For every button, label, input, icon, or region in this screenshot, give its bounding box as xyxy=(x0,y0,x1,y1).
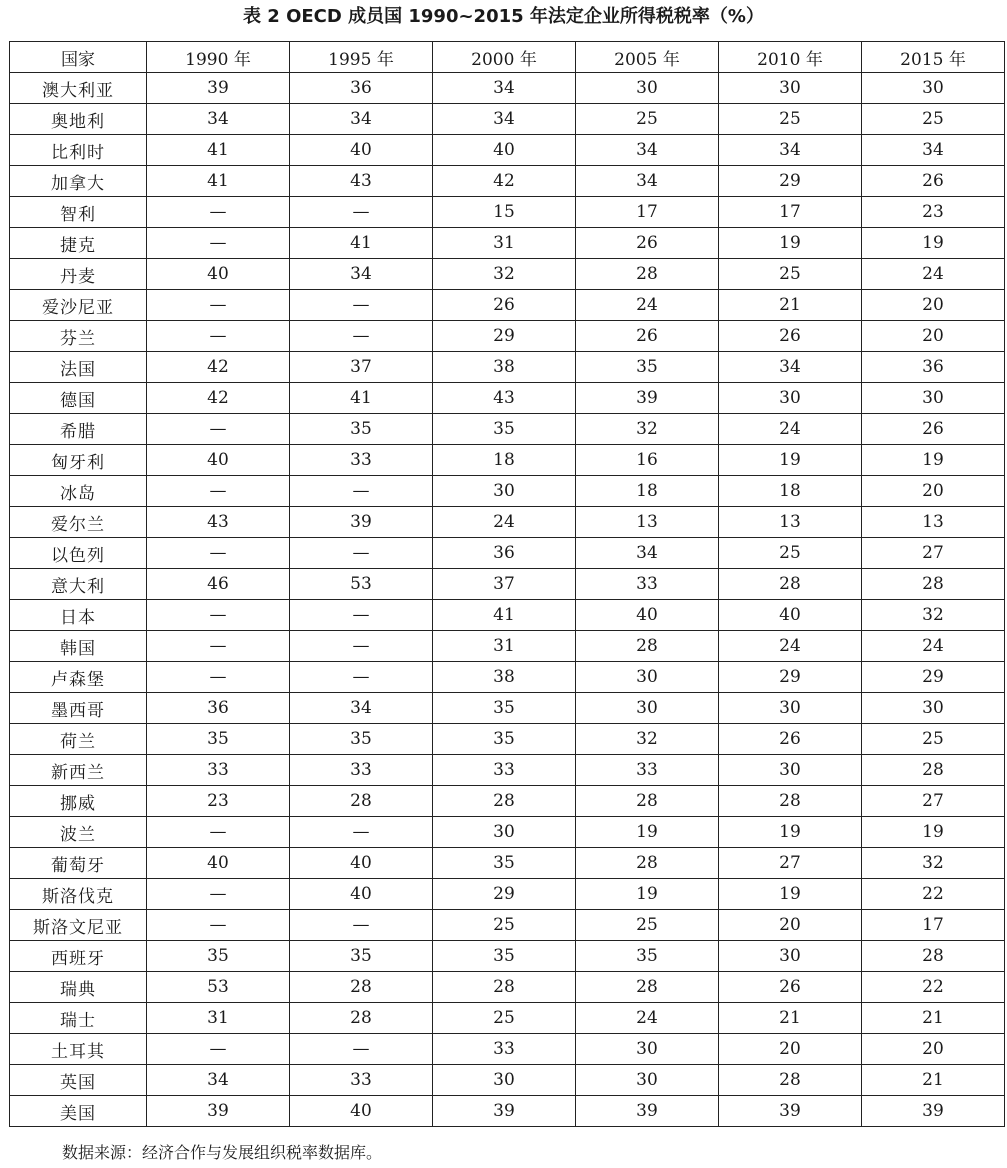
rate-cell: 34 xyxy=(147,104,290,135)
rate-cell: 23 xyxy=(862,197,1005,228)
rate-cell: 24 xyxy=(433,507,576,538)
table-row xyxy=(10,724,1005,755)
rate-cell: — xyxy=(147,290,290,321)
rate-cell: 28 xyxy=(290,1003,433,1034)
country-cell: 爱尔兰 xyxy=(10,507,147,538)
rate-cell: 37 xyxy=(290,352,433,383)
rate-cell: 36 xyxy=(433,538,576,569)
rate-cell: 31 xyxy=(433,228,576,259)
rate-cell: 18 xyxy=(576,476,719,507)
rate-cell: 19 xyxy=(576,879,719,910)
table-row xyxy=(10,693,1005,724)
table-row xyxy=(10,73,1005,104)
rate-cell: 53 xyxy=(290,569,433,600)
country-cell: 捷克 xyxy=(10,228,147,259)
rate-cell: 24 xyxy=(576,290,719,321)
rate-cell: 30 xyxy=(862,383,1005,414)
rate-cell: — xyxy=(147,600,290,631)
rate-cell: — xyxy=(147,631,290,662)
table-row xyxy=(10,1065,1005,1096)
country-cell: 加拿大 xyxy=(10,166,147,197)
rate-cell: 25 xyxy=(862,104,1005,135)
rate-cell: 28 xyxy=(290,972,433,1003)
header-2015: 2015 年 xyxy=(862,42,1005,73)
country-cell: 墨西哥 xyxy=(10,693,147,724)
rate-cell: 24 xyxy=(862,631,1005,662)
rate-cell: 35 xyxy=(433,848,576,879)
table-row xyxy=(10,445,1005,476)
rate-cell: — xyxy=(290,600,433,631)
rate-cell: 30 xyxy=(576,662,719,693)
rate-cell: 37 xyxy=(433,569,576,600)
rate-cell: 40 xyxy=(147,848,290,879)
country-cell: 瑞士 xyxy=(10,1003,147,1034)
rate-cell: 32 xyxy=(862,600,1005,631)
rate-cell: 32 xyxy=(576,414,719,445)
country-cell: 匈牙利 xyxy=(10,445,147,476)
rate-cell: 22 xyxy=(862,879,1005,910)
rate-cell: 28 xyxy=(576,848,719,879)
rate-cell: 26 xyxy=(433,290,576,321)
rate-cell: 31 xyxy=(433,631,576,662)
rate-cell: 43 xyxy=(290,166,433,197)
rate-cell: 17 xyxy=(719,197,862,228)
country-cell: 挪威 xyxy=(10,786,147,817)
table-row xyxy=(10,972,1005,1003)
rate-cell: 22 xyxy=(862,972,1005,1003)
rate-cell: 30 xyxy=(862,693,1005,724)
rate-cell: 19 xyxy=(719,228,862,259)
header-2000: 2000 年 xyxy=(433,42,576,73)
rate-cell: 35 xyxy=(290,941,433,972)
rate-cell: 30 xyxy=(862,73,1005,104)
rate-cell: 35 xyxy=(433,414,576,445)
table-body xyxy=(10,73,1005,1127)
tax-rate-table xyxy=(9,41,1005,1127)
rate-cell: 30 xyxy=(719,73,862,104)
rate-cell: — xyxy=(147,662,290,693)
rate-cell: 16 xyxy=(576,445,719,476)
country-cell: 芬兰 xyxy=(10,321,147,352)
rate-cell: 30 xyxy=(433,1065,576,1096)
rate-cell: 36 xyxy=(862,352,1005,383)
table-row xyxy=(10,135,1005,166)
rate-cell: 28 xyxy=(862,569,1005,600)
country-cell: 美国 xyxy=(10,1096,147,1127)
country-cell: 英国 xyxy=(10,1065,147,1096)
table-row xyxy=(10,1096,1005,1127)
table-row xyxy=(10,1034,1005,1065)
rate-cell: 20 xyxy=(719,910,862,941)
rate-cell: 24 xyxy=(719,414,862,445)
rate-cell: 34 xyxy=(433,104,576,135)
table-row xyxy=(10,910,1005,941)
rate-cell: — xyxy=(147,414,290,445)
table-row xyxy=(10,507,1005,538)
rate-cell: 42 xyxy=(433,166,576,197)
rate-cell: 23 xyxy=(147,786,290,817)
rate-cell: 25 xyxy=(433,910,576,941)
rate-cell: 35 xyxy=(576,941,719,972)
table-title: 表 2 OECD 成员国 1990~2015 年法定企业所得税税率（%） xyxy=(243,6,764,27)
rate-cell: 26 xyxy=(719,972,862,1003)
rate-cell: 30 xyxy=(719,755,862,786)
rate-cell: 40 xyxy=(290,879,433,910)
rate-cell: 30 xyxy=(433,476,576,507)
rate-cell: 21 xyxy=(719,290,862,321)
country-cell: 瑞典 xyxy=(10,972,147,1003)
table-row xyxy=(10,259,1005,290)
rate-cell: 34 xyxy=(576,135,719,166)
country-cell: 卢森堡 xyxy=(10,662,147,693)
rate-cell: 53 xyxy=(147,972,290,1003)
rate-cell: — xyxy=(290,321,433,352)
rate-cell: 33 xyxy=(290,1065,433,1096)
rate-cell: 27 xyxy=(719,848,862,879)
rate-cell: 28 xyxy=(862,755,1005,786)
rate-cell: 35 xyxy=(433,724,576,755)
rate-cell: 32 xyxy=(862,848,1005,879)
rate-cell: 25 xyxy=(576,104,719,135)
rate-cell: 39 xyxy=(719,1096,862,1127)
rate-cell: 38 xyxy=(433,352,576,383)
rate-cell: 39 xyxy=(576,1096,719,1127)
rate-cell: — xyxy=(147,879,290,910)
table-row xyxy=(10,569,1005,600)
rate-cell: 28 xyxy=(576,786,719,817)
rate-cell: 31 xyxy=(147,1003,290,1034)
country-cell: 荷兰 xyxy=(10,724,147,755)
country-cell: 冰岛 xyxy=(10,476,147,507)
header-1990: 1990 年 xyxy=(147,42,290,73)
rate-cell: 40 xyxy=(719,600,862,631)
rate-cell: 33 xyxy=(433,1034,576,1065)
country-cell: 波兰 xyxy=(10,817,147,848)
rate-cell: 20 xyxy=(862,290,1005,321)
rate-cell: 41 xyxy=(290,228,433,259)
rate-cell: 15 xyxy=(433,197,576,228)
country-cell: 智利 xyxy=(10,197,147,228)
rate-cell: 28 xyxy=(719,569,862,600)
rate-cell: — xyxy=(147,1034,290,1065)
rate-cell: — xyxy=(147,910,290,941)
rate-cell: 27 xyxy=(862,538,1005,569)
rate-cell: 40 xyxy=(147,445,290,476)
table-row xyxy=(10,476,1005,507)
rate-cell: 39 xyxy=(576,383,719,414)
rate-cell: 33 xyxy=(433,755,576,786)
rate-cell: — xyxy=(147,321,290,352)
rate-cell: 25 xyxy=(862,724,1005,755)
rate-cell: — xyxy=(290,476,433,507)
rate-cell: 38 xyxy=(433,662,576,693)
country-cell: 奥地利 xyxy=(10,104,147,135)
table-row xyxy=(10,166,1005,197)
rate-cell: 40 xyxy=(290,848,433,879)
rate-cell: 32 xyxy=(576,724,719,755)
table-row xyxy=(10,631,1005,662)
rate-cell: 27 xyxy=(862,786,1005,817)
rate-cell: — xyxy=(290,662,433,693)
rate-cell: 35 xyxy=(433,941,576,972)
table-row xyxy=(10,104,1005,135)
rate-cell: 41 xyxy=(147,166,290,197)
table-row xyxy=(10,941,1005,972)
rate-cell: 36 xyxy=(290,73,433,104)
rate-cell: 20 xyxy=(862,476,1005,507)
rate-cell: 29 xyxy=(433,879,576,910)
rate-cell: 34 xyxy=(576,538,719,569)
rate-cell: 41 xyxy=(433,600,576,631)
country-cell: 澳大利亚 xyxy=(10,73,147,104)
rate-cell: 28 xyxy=(433,786,576,817)
header-1995: 1995 年 xyxy=(290,42,433,73)
rate-cell: 34 xyxy=(862,135,1005,166)
rate-cell: 13 xyxy=(862,507,1005,538)
country-cell: 斯洛文尼亚 xyxy=(10,910,147,941)
rate-cell: 29 xyxy=(862,662,1005,693)
country-cell: 日本 xyxy=(10,600,147,631)
country-cell: 新西兰 xyxy=(10,755,147,786)
rate-cell: 26 xyxy=(719,724,862,755)
rate-cell: 18 xyxy=(433,445,576,476)
rate-cell: 35 xyxy=(433,693,576,724)
table-row xyxy=(10,197,1005,228)
rate-cell: 26 xyxy=(862,166,1005,197)
rate-cell: 39 xyxy=(290,507,433,538)
table-row xyxy=(10,228,1005,259)
rate-cell: 17 xyxy=(862,910,1005,941)
rate-cell: 21 xyxy=(862,1065,1005,1096)
header-country: 国家 xyxy=(10,42,147,73)
rate-cell: 39 xyxy=(147,73,290,104)
rate-cell: 28 xyxy=(576,259,719,290)
rate-cell: 35 xyxy=(147,724,290,755)
rate-cell: 40 xyxy=(290,1096,433,1127)
rate-cell: 30 xyxy=(433,817,576,848)
rate-cell: — xyxy=(147,228,290,259)
rate-cell: 25 xyxy=(719,538,862,569)
rate-cell: 35 xyxy=(576,352,719,383)
rate-cell: 25 xyxy=(719,104,862,135)
table-row xyxy=(10,1003,1005,1034)
rate-cell: 34 xyxy=(290,104,433,135)
rate-cell: 28 xyxy=(576,972,719,1003)
table-row xyxy=(10,383,1005,414)
country-cell: 土耳其 xyxy=(10,1034,147,1065)
rate-cell: 26 xyxy=(719,321,862,352)
rate-cell: 33 xyxy=(576,755,719,786)
rate-cell: 25 xyxy=(576,910,719,941)
table-row xyxy=(10,662,1005,693)
rate-cell: 21 xyxy=(719,1003,862,1034)
rate-cell: 35 xyxy=(290,724,433,755)
table-row xyxy=(10,755,1005,786)
rate-cell: 43 xyxy=(433,383,576,414)
rate-cell: 34 xyxy=(290,259,433,290)
rate-cell: — xyxy=(290,197,433,228)
rate-cell: 29 xyxy=(719,166,862,197)
rate-cell: 25 xyxy=(719,259,862,290)
rate-cell: 17 xyxy=(576,197,719,228)
rate-cell: 28 xyxy=(862,941,1005,972)
rate-cell: 40 xyxy=(576,600,719,631)
country-cell: 法国 xyxy=(10,352,147,383)
rate-cell: 13 xyxy=(576,507,719,538)
rate-cell: — xyxy=(290,817,433,848)
rate-cell: — xyxy=(147,476,290,507)
table-row xyxy=(10,538,1005,569)
rate-cell: 13 xyxy=(719,507,862,538)
rate-cell: 35 xyxy=(147,941,290,972)
rate-cell: 41 xyxy=(147,135,290,166)
rate-cell: 39 xyxy=(862,1096,1005,1127)
table-row xyxy=(10,290,1005,321)
rate-cell: 39 xyxy=(433,1096,576,1127)
country-cell: 比利时 xyxy=(10,135,147,166)
rate-cell: 34 xyxy=(290,693,433,724)
country-cell: 韩国 xyxy=(10,631,147,662)
rate-cell: 26 xyxy=(862,414,1005,445)
rate-cell: 19 xyxy=(719,879,862,910)
rate-cell: 25 xyxy=(433,1003,576,1034)
rate-cell: 19 xyxy=(862,817,1005,848)
rate-cell: 46 xyxy=(147,569,290,600)
rate-cell: 33 xyxy=(290,755,433,786)
table-row xyxy=(10,600,1005,631)
rate-cell: 28 xyxy=(719,1065,862,1096)
rate-cell: 24 xyxy=(719,631,862,662)
country-cell: 西班牙 xyxy=(10,941,147,972)
rate-cell: 40 xyxy=(290,135,433,166)
rate-cell: 21 xyxy=(862,1003,1005,1034)
country-cell: 意大利 xyxy=(10,569,147,600)
table-row xyxy=(10,352,1005,383)
rate-cell: 34 xyxy=(576,166,719,197)
rate-cell: — xyxy=(147,197,290,228)
rate-cell: 34 xyxy=(719,352,862,383)
rate-cell: 28 xyxy=(576,631,719,662)
table-header-row xyxy=(10,42,1005,73)
rate-cell: 33 xyxy=(147,755,290,786)
rate-cell: 20 xyxy=(719,1034,862,1065)
country-cell: 丹麦 xyxy=(10,259,147,290)
rate-cell: 19 xyxy=(719,445,862,476)
rate-cell: 24 xyxy=(576,1003,719,1034)
table-row xyxy=(10,879,1005,910)
rate-cell: — xyxy=(147,817,290,848)
rate-cell: 19 xyxy=(862,228,1005,259)
rate-cell: 30 xyxy=(719,693,862,724)
rate-cell: 24 xyxy=(862,259,1005,290)
rate-cell: 36 xyxy=(147,693,290,724)
country-cell: 希腊 xyxy=(10,414,147,445)
rate-cell: 40 xyxy=(147,259,290,290)
rate-cell: 29 xyxy=(433,321,576,352)
table-row xyxy=(10,817,1005,848)
rate-cell: 30 xyxy=(576,73,719,104)
data-source-note: 数据来源：经济合作与发展组织税率数据库。 xyxy=(62,1143,383,1162)
rate-cell: 26 xyxy=(576,321,719,352)
rate-cell: 28 xyxy=(290,786,433,817)
rate-cell: 20 xyxy=(862,1034,1005,1065)
rate-cell: 19 xyxy=(719,817,862,848)
table-row xyxy=(10,321,1005,352)
rate-cell: 19 xyxy=(862,445,1005,476)
rate-cell: 18 xyxy=(719,476,862,507)
rate-cell: 20 xyxy=(862,321,1005,352)
rate-cell: 42 xyxy=(147,352,290,383)
rate-cell: 30 xyxy=(719,383,862,414)
header-2010: 2010 年 xyxy=(719,42,862,73)
country-cell: 爱沙尼亚 xyxy=(10,290,147,321)
rate-cell: — xyxy=(290,631,433,662)
rate-cell: — xyxy=(290,910,433,941)
rate-cell: 30 xyxy=(576,693,719,724)
rate-cell: 28 xyxy=(719,786,862,817)
table-row xyxy=(10,786,1005,817)
rate-cell: 43 xyxy=(147,507,290,538)
rate-cell: 34 xyxy=(147,1065,290,1096)
rate-cell: — xyxy=(290,1034,433,1065)
table-row xyxy=(10,848,1005,879)
rate-cell: 30 xyxy=(719,941,862,972)
rate-cell: 35 xyxy=(290,414,433,445)
rate-cell: 26 xyxy=(576,228,719,259)
country-cell: 以色列 xyxy=(10,538,147,569)
rate-cell: 19 xyxy=(576,817,719,848)
rate-cell: 33 xyxy=(290,445,433,476)
rate-cell: 32 xyxy=(433,259,576,290)
rate-cell: 34 xyxy=(433,73,576,104)
rate-cell: 29 xyxy=(719,662,862,693)
header-2005: 2005 年 xyxy=(576,42,719,73)
rate-cell: 40 xyxy=(433,135,576,166)
rate-cell: — xyxy=(147,538,290,569)
country-cell: 德国 xyxy=(10,383,147,414)
rate-cell: 30 xyxy=(576,1065,719,1096)
country-cell: 葡萄牙 xyxy=(10,848,147,879)
country-cell: 斯洛伐克 xyxy=(10,879,147,910)
rate-cell: — xyxy=(290,538,433,569)
rate-cell: 39 xyxy=(147,1096,290,1127)
rate-cell: 34 xyxy=(719,135,862,166)
rate-cell: 42 xyxy=(147,383,290,414)
rate-cell: 41 xyxy=(290,383,433,414)
rate-cell: 28 xyxy=(433,972,576,1003)
rate-cell: 33 xyxy=(576,569,719,600)
rate-cell: — xyxy=(290,290,433,321)
table-row xyxy=(10,414,1005,445)
rate-cell: 30 xyxy=(576,1034,719,1065)
